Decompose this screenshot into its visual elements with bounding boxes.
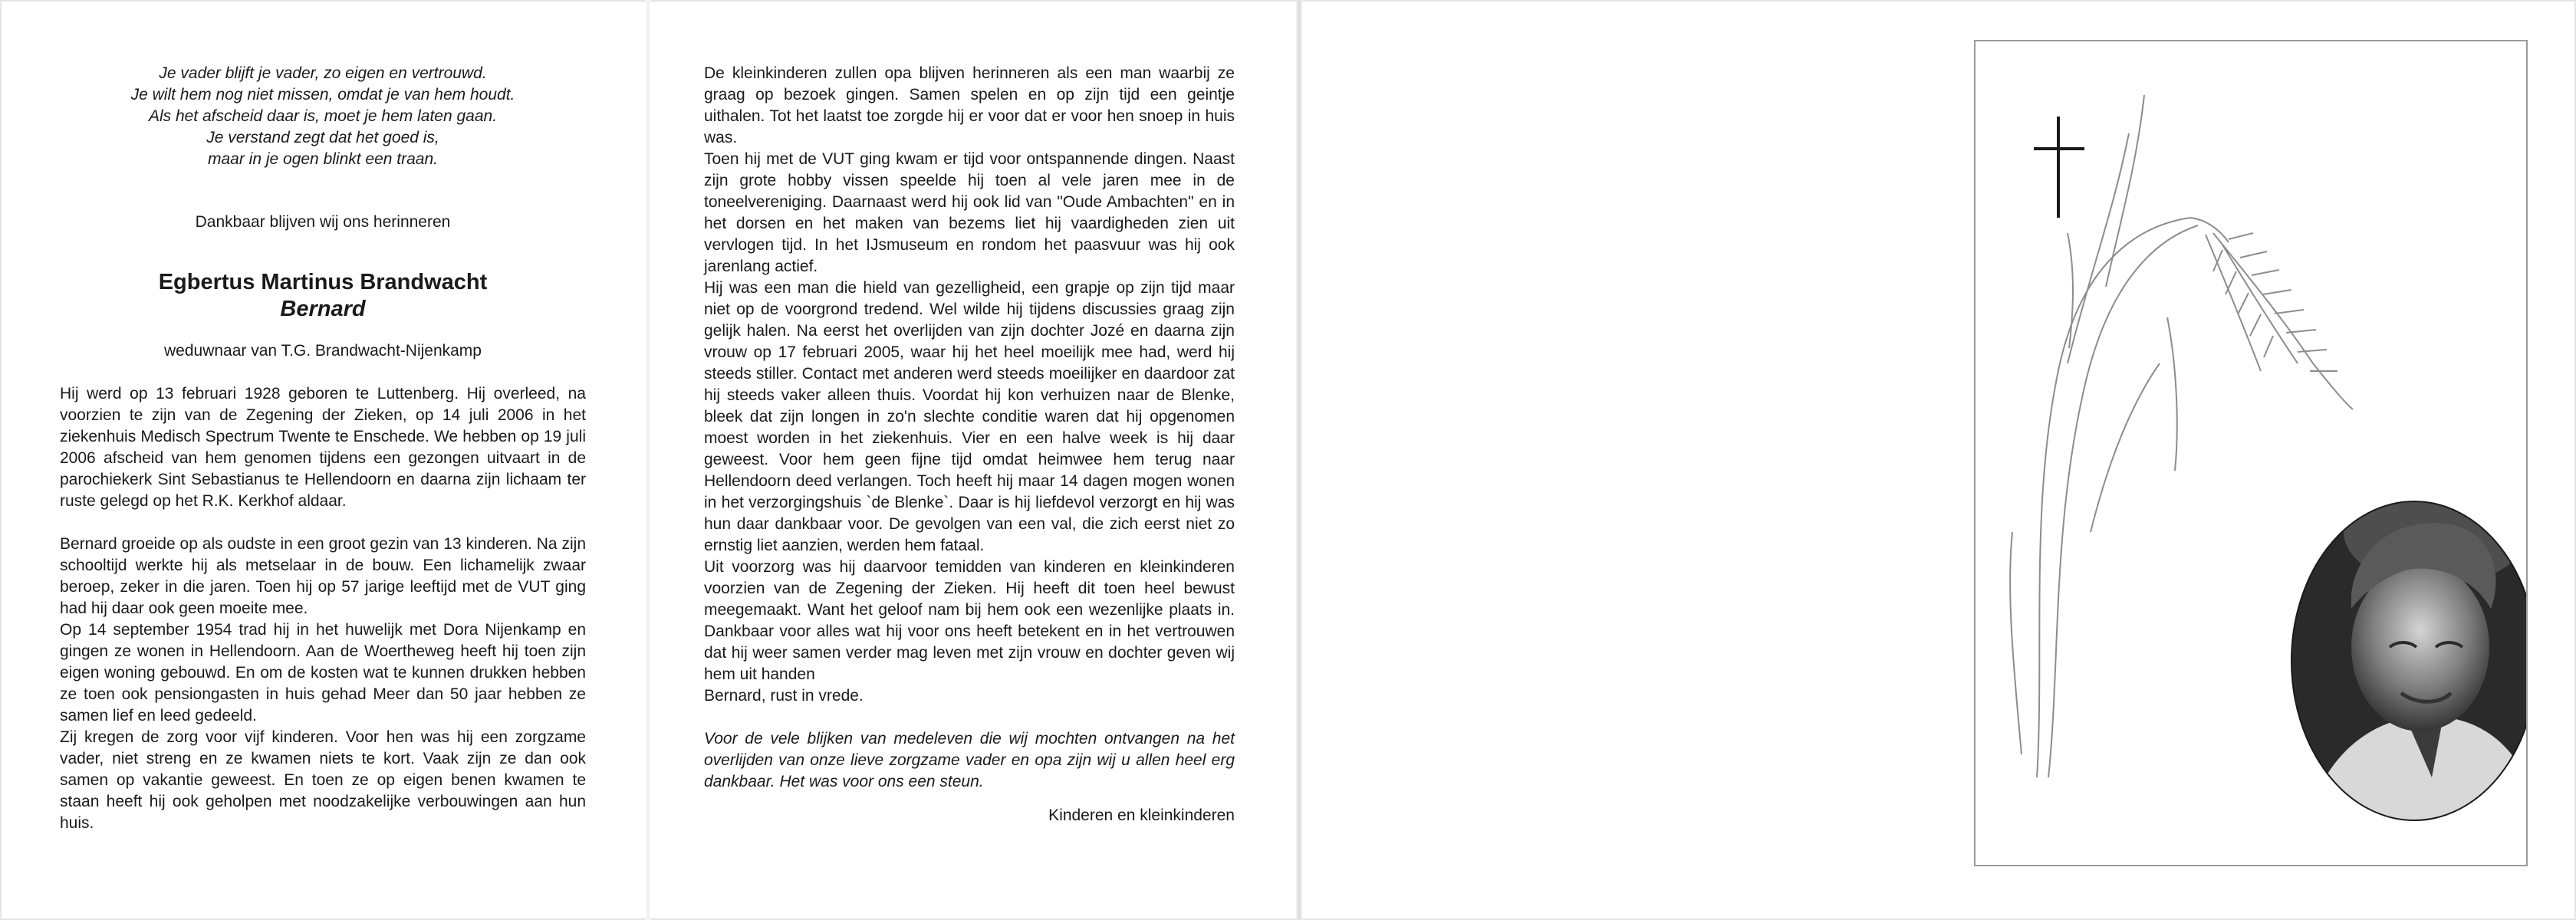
- left-column: [60, 63, 586, 834]
- biography-paragraph: Zij kregen de zorg voor vijf kinderen. Voor hen was hij een zorgzame vader, niet streng en ze kwamen niets te kort. Vaak zijn ze dan ook samen op vakantie geweest. En toen ze op eigen benen kwamen te staan heeft hij ook geholpen met noodzakelijke verbouwingen aan hun huis.: [60, 728, 586, 832]
- widower-line: weduwnaar van T.G. Brandwacht-Nijenkamp: [164, 342, 482, 360]
- deceased-nickname: Bernard: [280, 297, 366, 321]
- biography-paragraph: Hij werd op 13 februari 1928 geboren te Luttenberg. Hij overleed, na voorzien te zijn van de Zegening der Zieken, op 14 juli 2006 in het ziekenhuis Medisch Spectrum Twente te Enschede. We hebben op 19 juli 2006 afscheid van hem genomen tijdens een gezongen uitvaart in de parochiekerk Sint Sebastianus te Hellendoorn en daarna zijn lichaam ter ruste gelegd op het R.K. Kerkhof aldaar.: [60, 385, 586, 510]
- poem-line: Je verstand zegt dat het goed is,: [206, 129, 439, 146]
- fold-line: [646, 0, 650, 920]
- cross-icon: [2035, 118, 2083, 216]
- biography-paragraph: Op 14 september 1954 trad hij in het huwelijk met Dora Nijenkamp en gingen ze wonen in Hellendoorn. Aan de Woertheweg heeft hij toen zijn eigen woning gebouwd. En om de kosten wat te kunnen drukken hebben ze toen ook pensiongasten in huis gehad Meer dan 50 jaar hebben ze samen lief en leed gedeeld.: [60, 621, 586, 724]
- deceased-name: Egbertus Martinus Brandwacht: [158, 270, 488, 294]
- fold-line: [1296, 0, 1302, 920]
- biography-paragraph: Bernard groeide op als oudste in een groot gezin van 13 kinderen. Na zijn schooltijd werkte hij als metselaar in de bouw. Een lichamelijk zwaar beroep, zeker in die jaren. Toen hij op 57 jarige leeftijd met de VUT ging had hij daar ook geen moeite mee.: [60, 535, 586, 617]
- poem-line: maar in je ogen blinkt een traan.: [207, 150, 439, 168]
- poem-line: Als het afscheid daar is, moet je hem laten gaan.: [148, 107, 498, 125]
- signature: Kinderen en kleinkinderen: [1048, 807, 1235, 824]
- farewell-line: Bernard, rust in vrede.: [704, 687, 864, 705]
- poem-line: Je wilt hem nog niet missen, omdat je van hem houdt.: [130, 86, 515, 104]
- right-column: [704, 63, 1235, 826]
- remembrance-line: Dankbaar blijven wij ons herinneren: [195, 213, 451, 231]
- biography-paragraph: Toen hij met de VUT ging kwam er tijd voor ontspannende dingen. Naast zijn grote hobby vissen speelde hij toen al vele jaren mee in de toneelvereniging. Daarnaast werd hij ook lid van "Oude Ambachten" en in het dorsen en het maken van bezems liet hij vaardigheden zien uit vervlogen tijd. In het IJsmuseum en rondom het paasvuur was hij ook jarenlang actief.: [704, 150, 1235, 275]
- closing-thanks: Voor de vele blijken van medeleven die wij mochten ontvangen na het overlijden van onze lieve zorgzame vader en opa zijn wij u allen heel erg dankbaar. Het was voor ons een steun.: [704, 730, 1235, 790]
- cover-frame: [1974, 40, 2528, 866]
- biography-paragraph: Hij was een man die hield van gezelligheid, een grapje op zijn tijd maar niet op de voorgrond tredend. Wel wilde hij tijdens discussies graag zijn gelijk halen. Na eerst het overlijden van zijn dochter Jozé en daarna zijn vrouw op 17 februari 2005, waar hij het heel moeilijk mee had, werd hij steeds stiller. Contact met anderen werd steeds moeilijker en daardoor zat hij steeds vaker alleen thuis. Voordat hij kon verhuizen naar de Blenke, bleek dat zijn longen in zo'n slechte conditie waren dat hij opgenomen moest worden in het ziekenhuis. Vier en een halve week is hij daar geweest. Voor hem geen fijne tijd omdat heimwee hem terug naar Hellendoorn deed verlangen. Toch heeft hij maar 14 dagen mogen wonen in het verzorgingshuis `de Blenke`. Daar is hij liefdevol verzorgt en hij was hun daar dankbaar voor. De gevolgen van een val, die zich eerst niet zo ernstig liet aanzien, werden hem fataal.: [704, 279, 1235, 554]
- biography-paragraph: Uit voorzorg was hij daarvoor temidden van kinderen en kleinkinderen voorzien van de Zegening der Zieken. Hij heeft dit toen heel bewust meegemaakt. Want het geloof nam bij hem ook een wezenlijke plaats in. Dankbaar voor alles wat hij voor ons heeft betekent en in het vertrouwen dat hij weer samen verder mag leven met zijn vrouw en dochter geven wij hem uit handen: [704, 558, 1235, 683]
- poem-line: Je vader blijft je vader, zo eigen en vertrouwd.: [159, 64, 487, 82]
- portrait-photo: [2282, 478, 2526, 831]
- cover-artwork: [1976, 41, 2526, 865]
- poem: [60, 63, 586, 170]
- biography-paragraph: De kleinkinderen zullen opa blijven herinneren als een man waarbij ze graag op bezoek gingen. Samen spelen en op zijn tijd een geintje uithalen. Tot het laatst toe zorgde hij er voor dat er voor hen snoep in huis was.: [704, 64, 1235, 146]
